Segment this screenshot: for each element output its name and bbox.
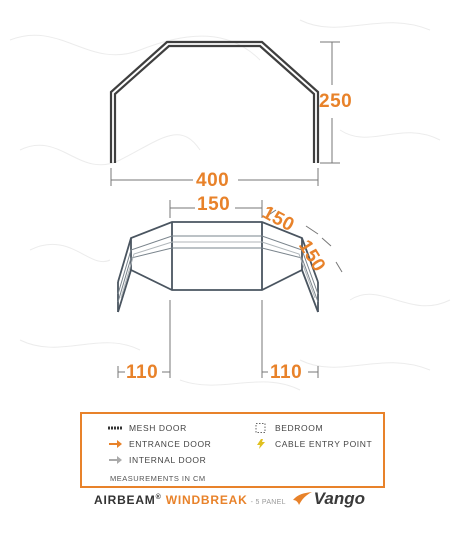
- width-label: 400: [196, 170, 230, 191]
- center-panel-label: 150: [197, 194, 231, 215]
- bedroom-icon: [254, 423, 268, 433]
- side-panel-label-b: 150: [294, 236, 330, 276]
- panel-bottom-edge: [118, 270, 318, 312]
- legend-entrance-door-label: ENTRANCE DOOR: [129, 439, 212, 449]
- legend-cable-entry: [254, 439, 372, 449]
- mesh-door-icon: [108, 423, 122, 433]
- legend-bedroom-label: BEDROOM: [275, 423, 324, 433]
- height-label: 250: [319, 91, 353, 112]
- legend-mesh-door-label: MESH DOOR: [129, 423, 187, 433]
- vango-swoosh-icon: [292, 491, 314, 507]
- legend-box: [80, 412, 385, 488]
- side-panel-label-a: 150: [258, 202, 298, 237]
- registered-mark: ®: [155, 494, 162, 501]
- lightning-bolt-icon: [254, 439, 268, 449]
- legend-mesh-door: [108, 423, 187, 433]
- legend-internal-door-label: INTERNAL DOOR: [129, 455, 207, 465]
- product-variant: - 5 PANEL: [250, 499, 286, 506]
- product-name: [94, 493, 286, 507]
- entrance-door-arrow-icon: [108, 439, 122, 449]
- legend-bedroom: [254, 423, 323, 433]
- legend-internal-door: [108, 455, 206, 465]
- legend-entrance-door: [108, 439, 211, 449]
- measurements-note: MEASUREMENTS IN CM: [110, 474, 206, 483]
- panel-inner-lines: [118, 236, 318, 302]
- product-name-part-b: WINDBREAK: [161, 493, 248, 507]
- arch-inner: [115, 46, 314, 163]
- legend-cable-entry-label: CABLE ENTRY POINT: [275, 439, 373, 449]
- brand-name: Vango: [313, 489, 365, 508]
- arch-profile: [111, 42, 318, 163]
- internal-door-arrow-icon: [108, 455, 122, 465]
- arch-outer: [111, 42, 318, 163]
- vango-logo: [292, 489, 365, 509]
- right-depth-label: 110: [270, 362, 303, 383]
- product-footer: [80, 486, 385, 512]
- product-name-part-a: AIRBEAM: [94, 493, 156, 507]
- left-depth-label: 110: [126, 362, 159, 383]
